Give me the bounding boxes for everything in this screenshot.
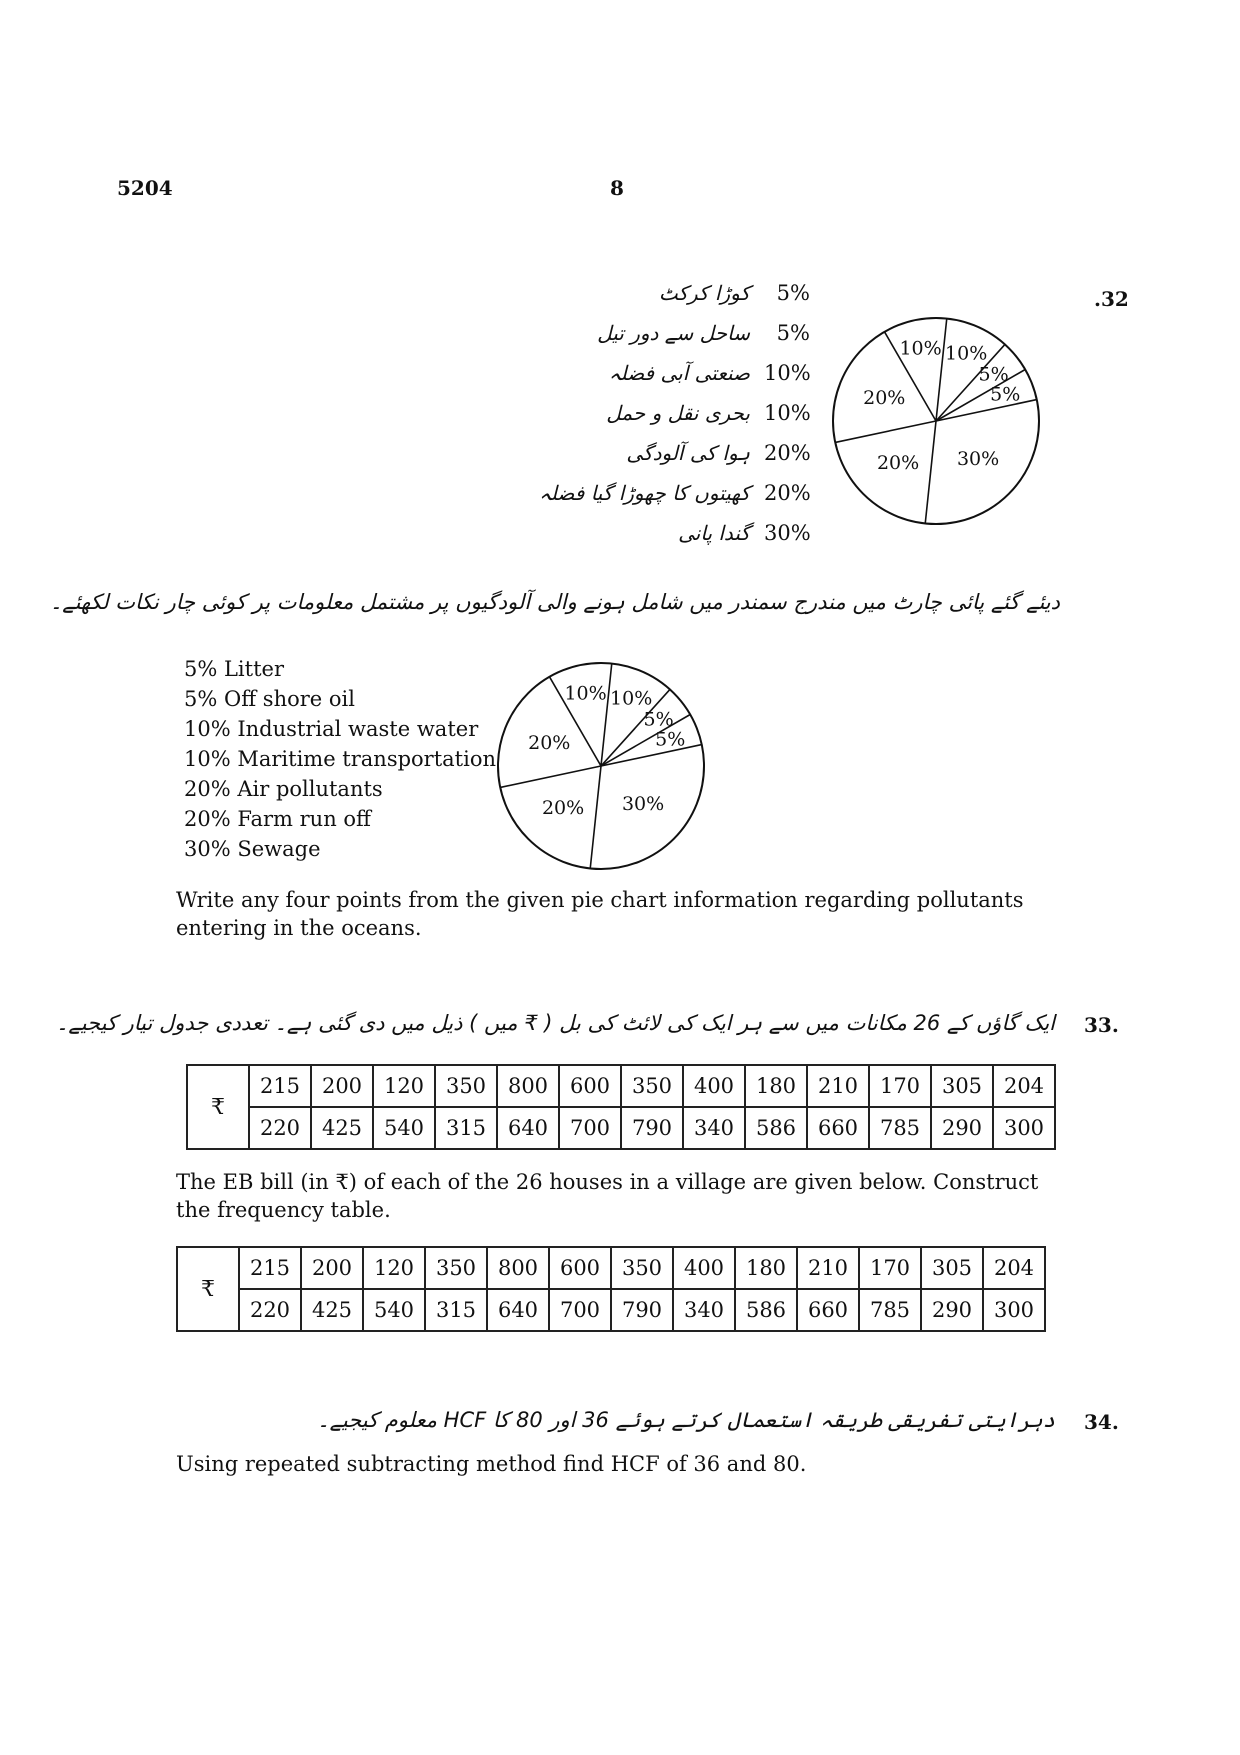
table-cell: 215 — [249, 1065, 311, 1107]
table-cell: 290 — [931, 1107, 993, 1149]
urdu-pie-chart — [820, 305, 1052, 537]
page-number: 8 — [610, 176, 624, 200]
table-cell: 800 — [497, 1065, 559, 1107]
pie-slice-label: 10% — [610, 687, 653, 710]
table-cell: 790 — [611, 1289, 673, 1331]
table-cell: 120 — [363, 1247, 425, 1289]
urdu-legend — [540, 273, 810, 553]
table-cell: 425 — [311, 1107, 373, 1149]
table-cell: 350 — [621, 1065, 683, 1107]
pie-slice-label: 10% — [899, 337, 942, 360]
table-cell: 700 — [559, 1107, 621, 1149]
bill-table-english — [176, 1246, 1046, 1332]
table-cell: 800 — [487, 1247, 549, 1289]
table-cell: 660 — [807, 1107, 869, 1149]
urdu-question-33: ایک گاؤں کے 26 مکانات میں سے ہر ایک کی لائٹ کی بل ( ₹ میں ) ذیل میں دی گئی ہے۔ تعددی جدول تیار کیجیے۔ — [56, 1011, 1055, 1035]
english-legend-item: 10% Industrial waste water — [184, 717, 479, 741]
table-cell: 315 — [435, 1107, 497, 1149]
urdu-legend-item — [540, 353, 810, 393]
pie-slice-label: 20% — [528, 731, 571, 754]
pie-slice-divider — [925, 421, 936, 523]
table-cell: 200 — [301, 1247, 363, 1289]
english-legend-item: 5% Litter — [184, 657, 284, 681]
english-legend-item: 30% Sewage — [184, 837, 321, 861]
table-cell: 120 — [373, 1065, 435, 1107]
pie-slice-label: 30% — [956, 447, 1000, 470]
table-cell: 586 — [745, 1107, 807, 1149]
table-cell: 660 — [797, 1289, 859, 1331]
bill-table-urdu — [186, 1064, 1056, 1150]
table-cell: 300 — [983, 1289, 1045, 1331]
table-row — [187, 1107, 1055, 1149]
english-question-32: Write any four points from the given pie chart information regarding pollutants entering in the oceans. — [176, 888, 1024, 940]
table-cell: 340 — [683, 1107, 745, 1149]
urdu-legend-item — [540, 313, 810, 353]
pie-slice-divider — [590, 766, 601, 868]
english-question-33: The EB bill (in ₹) of each of the 26 houses in a village are given below. Construct the frequency table. — [176, 1170, 1039, 1222]
table-row — [177, 1247, 1045, 1289]
table-cell: 170 — [859, 1247, 921, 1289]
urdu-legend-percent: 10% — [764, 401, 811, 425]
table-cell: 540 — [363, 1289, 425, 1331]
table-cell: 204 — [983, 1247, 1045, 1289]
table-cell: 400 — [673, 1247, 735, 1289]
table-cell: 300 — [993, 1107, 1055, 1149]
urdu-legend-item — [540, 273, 810, 313]
pie-slice-label: 10% — [564, 682, 607, 705]
pie-slice-label: 5% — [978, 363, 1009, 386]
table-cell: 204 — [993, 1065, 1055, 1107]
urdu-legend-percent: 10% — [764, 361, 811, 385]
pie-slice-label: 20% — [876, 452, 920, 475]
table-row — [187, 1065, 1055, 1107]
urdu-legend-percent: 5% — [776, 281, 810, 305]
table-cell: 220 — [239, 1289, 301, 1331]
table-cell: 210 — [797, 1247, 859, 1289]
table-cell: 790 — [621, 1107, 683, 1149]
english-pie-chart — [485, 650, 717, 882]
english-legend — [184, 654, 496, 864]
question-number-32: .32 — [1094, 287, 1129, 311]
pie-slice-label: 5% — [655, 728, 686, 751]
urdu-legend-label: گندا پانی — [678, 521, 750, 545]
paper-code: 5204 — [117, 176, 173, 200]
pie-slice-divider — [835, 421, 936, 442]
table-cell: 540 — [373, 1107, 435, 1149]
table-cell: 785 — [859, 1289, 921, 1331]
table-cell: 170 — [869, 1065, 931, 1107]
table-cell: 350 — [425, 1247, 487, 1289]
pie-slice-divider — [500, 766, 601, 787]
english-legend-item: 5% Off shore oil — [184, 687, 355, 711]
pie-slice-label: 10% — [945, 342, 988, 365]
rupee-header-cell: ₹ — [177, 1247, 239, 1331]
pie-slice-divider — [936, 400, 1037, 421]
table-cell: 600 — [549, 1247, 611, 1289]
table-cell: 290 — [921, 1289, 983, 1331]
table-cell: 350 — [435, 1065, 497, 1107]
pie-slice-divider — [936, 319, 947, 421]
table-cell: 586 — [735, 1289, 797, 1331]
english-legend-item: 20% Air pollutants — [184, 777, 383, 801]
table-cell: 180 — [745, 1065, 807, 1107]
english-legend-item: 10% Maritime transportation — [184, 747, 497, 771]
urdu-legend-label: ساحل سے دور تیل — [597, 321, 750, 345]
pie-slice-divider — [601, 745, 702, 766]
table-cell: 220 — [249, 1107, 311, 1149]
table-cell: 425 — [301, 1289, 363, 1331]
table-cell: 785 — [869, 1107, 931, 1149]
urdu-question-32: دیئے گئے پائی چارٹ میں مندرج سمندر میں شامل ہونے والی آلودگیوں پر مشتمل معلومات پر کوئی چار نکات لکھئے۔ — [49, 590, 1060, 614]
urdu-legend-percent: 20% — [764, 481, 811, 505]
urdu-legend-item — [540, 393, 810, 433]
table-cell: 180 — [735, 1247, 797, 1289]
urdu-legend-label: بحری نقل و حمل — [606, 401, 750, 425]
table-cell: 340 — [673, 1289, 735, 1331]
urdu-legend-label: کھیتوں کا چھوڑا گیا فضلہ — [539, 481, 750, 505]
rupee-header-cell: ₹ — [187, 1065, 249, 1149]
urdu-legend-item — [540, 473, 810, 513]
urdu-legend-label: صنعتی آبی فضلہ — [608, 361, 750, 385]
urdu-legend-percent: 5% — [776, 321, 810, 345]
urdu-legend-label: ہوا کی آلودگی — [626, 441, 750, 465]
urdu-legend-item — [540, 513, 810, 553]
table-cell: 400 — [683, 1065, 745, 1107]
urdu-legend-percent: 20% — [764, 441, 811, 465]
table-cell: 305 — [921, 1247, 983, 1289]
table-cell: 640 — [497, 1107, 559, 1149]
question-number-33: 33. — [1084, 1013, 1119, 1037]
urdu-legend-percent: 30% — [764, 521, 811, 545]
table-cell: 315 — [425, 1289, 487, 1331]
question-number-34: 34. — [1084, 1410, 1119, 1434]
table-cell: 640 — [487, 1289, 549, 1331]
table-row — [177, 1289, 1045, 1331]
urdu-legend-label: کوڑا کرکٹ — [658, 281, 750, 305]
urdu-legend-item — [540, 433, 810, 473]
pie-slice-label: 30% — [621, 792, 665, 815]
table-cell: 700 — [549, 1289, 611, 1331]
table-cell: 210 — [807, 1065, 869, 1107]
pie-slice-label: 20% — [541, 797, 585, 820]
table-cell: 600 — [559, 1065, 621, 1107]
pie-slice-label: 20% — [863, 386, 906, 409]
table-cell: 305 — [931, 1065, 993, 1107]
table-cell: 350 — [611, 1247, 673, 1289]
pie-slice-label: 5% — [643, 708, 674, 731]
urdu-question-34: دہرایتی تفریقی طریقہ استعمال کرتے ہوئے 36 اور 80 کا HCF معلوم کیجیے۔ — [317, 1408, 1055, 1432]
english-legend-item: 20% Farm run off — [184, 807, 371, 831]
pie-slice-divider — [601, 664, 612, 766]
english-question-34: Using repeated subtracting method find HCF of 36 and 80. — [176, 1452, 807, 1476]
table-cell: 215 — [239, 1247, 301, 1289]
pie-slice-label: 5% — [990, 383, 1021, 406]
table-cell: 200 — [311, 1065, 373, 1107]
